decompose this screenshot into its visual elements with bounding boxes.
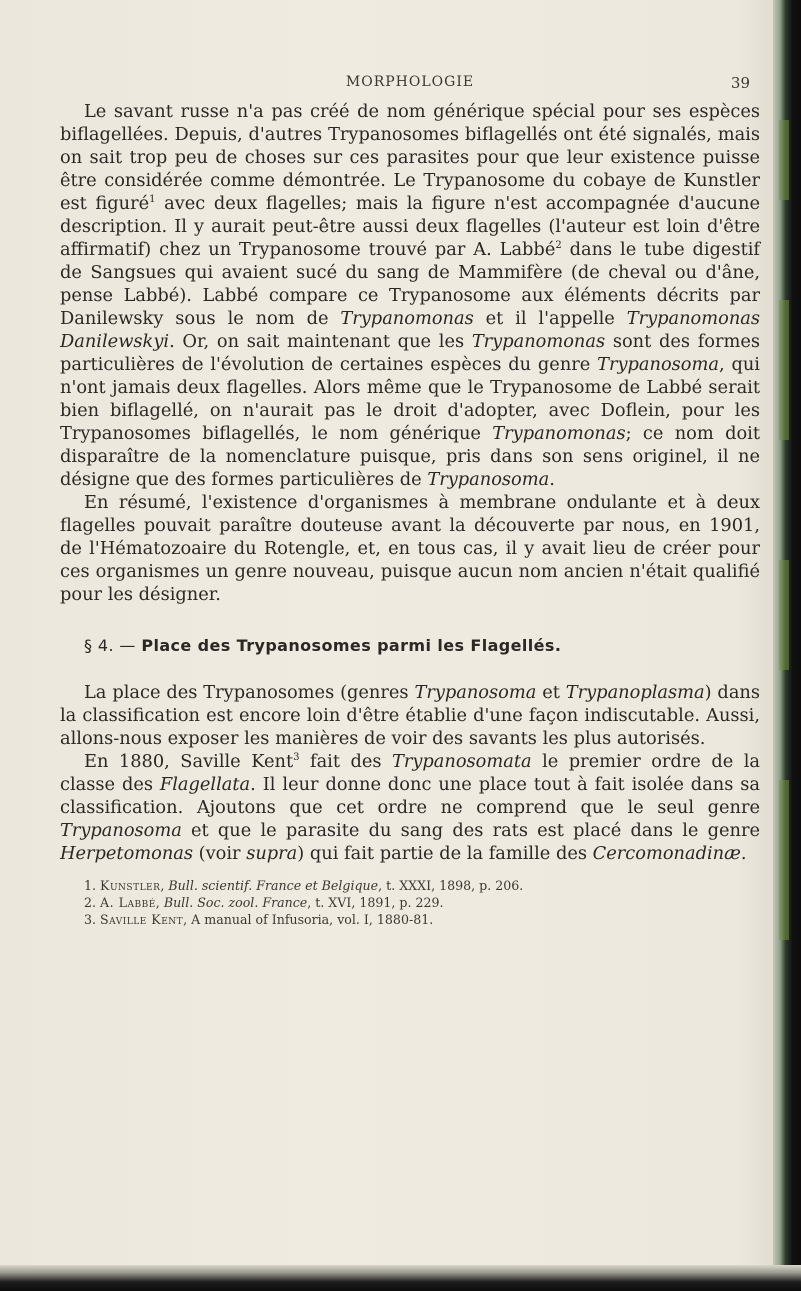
edge-band [779,560,789,670]
running-head [70,74,750,98]
page-number: 39 [730,74,750,92]
paragraph-3: La place des Trypanosomes (genres Trypanosoma et Trypanoplasma) dans la classification est encore loin d'être établie d'une façon indiscutable. Aussi, allons-nous exposer les manières de voir des savants les plus autorisés. [60,682,760,749]
paragraph-1: Le savant russe n'a pas créé de nom générique spécial pour ses espèces biflagellées. Depuis, d'autres Trypanosomes biflagellés ont été signalés, mais on sait trop peu de choses sur ces parasites pour que leur existence puisse être considérée comme démontrée. Le Trypanosome du cobaye de Kunstler est figuré$^1$ avec deux flagelles; mais la figure n'est accompagnée d'aucune description. Il y aurait peut-être aussi deux flagelles (l'auteur est loin d'être affirmatif) chez un Trypanosome trouvé par A. Labbé$^2$ dans le tube digestif de Sangsues qui avaient sucé du sang de Mammifère (de cheval ou d'âne, pense Labbé). Labbé compare ce Trypanosome aux éléments décrits par Danilewsky sous le nom de Trypanomonas et il l'appelle Trypanomonas Danilewskyi. Or, on sait maintenant que les Trypanomonas sont des formes particulières de l'évolution de certaines espèces du genre Trypanosoma, qui n'ont jamais deux flagelles. Alors même que le Trypanosome de Labbé serait bien biflagellé, on n'aurait pas le droit d'adopter, avec Doflein, pour les Trypanosomes biflagellés, le nom générique Trypanomonas; ce nom doit disparaître de la nomenclature puisque, pris dans son sens originel, il ne désigne que des formes particulières de Trypanosoma. [60,101,760,490]
footnote-2: 2. A. Labbé, Bull. Soc. zool. France, t. XVI, 1891, p. 229. [84,895,444,910]
section-number: § 4. — [84,636,142,655]
bottom-edge [0,1265,801,1291]
running-head-title: MORPHOLOGIE [345,74,475,90]
section-heading [60,634,760,657]
paragraph-2: En résumé, l'existence d'organismes à membrane ondulante et à deux flagelles pouvait paraître douteuse avant la découverte par nous, en 1901, de l'Hématozoaire du Rotengle, et, en tous cas, il y avait lieu de créer pour ces organismes un genre nouveau, puisque aucun nom ancien n'était qualifié pour les désigner. [60,492,760,605]
footnote-3: 3. Saville Kent, A manual of Infusoria, vol. I, 1880-81. [84,912,434,927]
footnote-ref-3: 3 [293,752,300,764]
footnote-ref-2: 2 [555,240,562,252]
footnote-ref-1: 1 [149,194,156,206]
edge-band [779,120,789,200]
footnote-1: 1. Kunstler, Bull. scientif. France et Belgique, t. XXXI, 1898, p. 206. [84,878,524,893]
edge-band [779,300,789,440]
body-text [60,100,760,928]
section-title: Place des Trypanosomes parmi les Flagellés. [141,636,562,655]
paragraph-4: En 1880, Saville Kent$^3$ fait des Trypanosomata le premier ordre de la classe des Flagellata. Il leur donne donc une place tout à fait isolée dans sa classification. Ajoutons que cet ordre ne comprend que le seul genre Trypanosoma et que le parasite du sang des rats est placé dans le genre Herpetomonas (voir supra) qui fait partie de la famille des Cercomonadinæ. [60,751,760,864]
edge-band [779,780,789,940]
footnotes [60,877,760,928]
binding-edge [773,0,801,1291]
